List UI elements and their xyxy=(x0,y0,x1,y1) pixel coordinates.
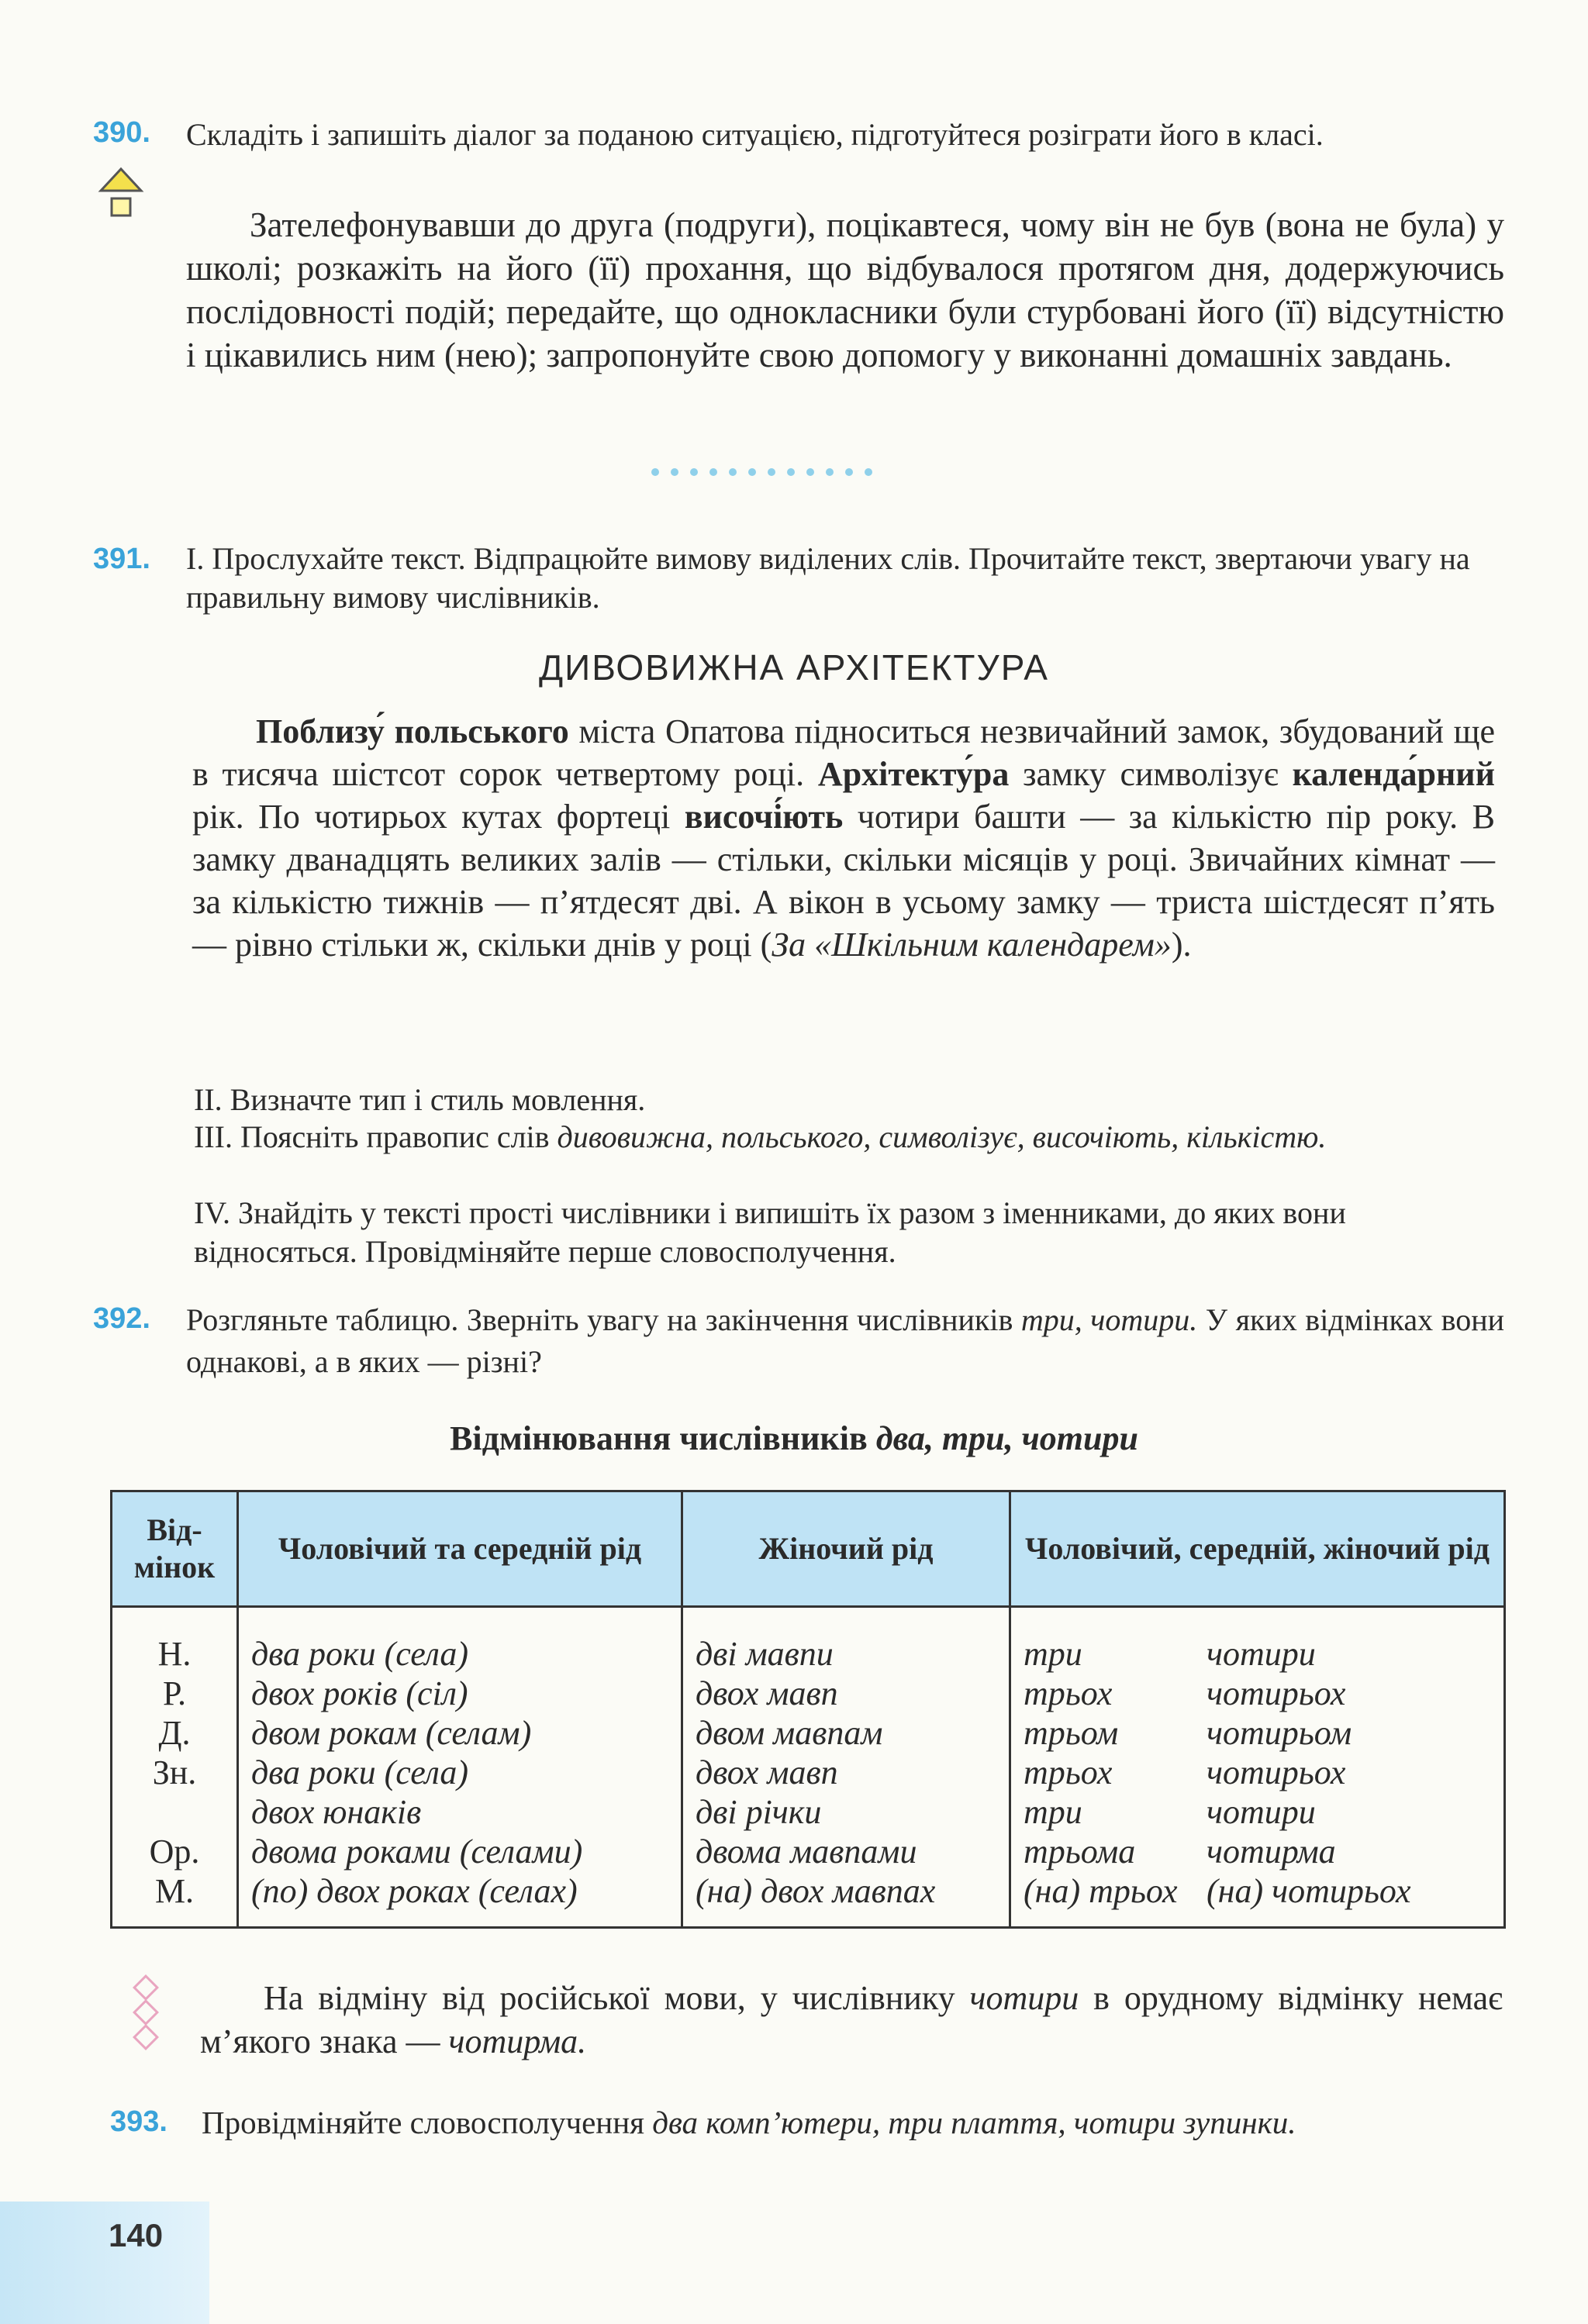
case-label: М. xyxy=(154,1872,195,1910)
italic-words: три, чотири. xyxy=(1020,1302,1198,1337)
italic-words: два комп’ютери, три плаття, чотири зупинки. xyxy=(652,2105,1296,2140)
exercise-text: Зателефонувавши до друга (подруги), поцікавтеся, чому він не був (вона не була) у школі; розкажіть на його (її) прохання, що відбувалося протягом дня, додержуючись послідовності подій; передайте, що однокласники були стурбовані його (її) відсутністю і цікавились ним (нею); запропонуйте свою допомогу у виконанні домашніх завдань. xyxy=(186,205,1504,374)
text-title: ДИВОВИЖНА АРХІТЕКТУРА xyxy=(539,647,1049,688)
table-cell xyxy=(1024,1634,1491,1674)
form-four: чотири xyxy=(1207,1793,1316,1831)
house-icon xyxy=(98,164,144,223)
subtask-3 xyxy=(194,1118,1504,1157)
exercise-task xyxy=(186,1299,1504,1383)
table-cell xyxy=(1024,1713,1491,1753)
table-cell: двох юнаків xyxy=(251,1793,422,1831)
exercise-number: 390. xyxy=(93,116,150,149)
exercise-task: Складіть і запишіть діалог за поданою ситуацією, підготуйтеся розіграти його в класі. xyxy=(186,117,1324,152)
case-label: Р. xyxy=(163,1674,186,1712)
masculine-column xyxy=(238,1607,682,1928)
form-three: три xyxy=(1024,1793,1082,1831)
case-label: Ор. xyxy=(149,1833,200,1871)
page-corner-band xyxy=(0,2202,209,2324)
exercise-number: 392. xyxy=(93,1302,150,1335)
text-span: У яких відмінках вони однакові, а в яких — різні? xyxy=(186,1302,1505,1379)
text-span: Провідміняйте словосполучення xyxy=(202,2105,653,2140)
table-cell: (по) двох роках (селах) xyxy=(251,1872,578,1910)
text-span: чотири башти — за кількістю пір року. В замку дванадцять великих залів — стільки, скільки місяців у році. Звичайних кімнат — за кількістю тижнів — п’ятдесят дві. А вікон в усьому замку — триста шістдесят п’ять — рівно стільки ж, скільки днів у році ( xyxy=(192,798,1495,964)
table-cell xyxy=(1024,1792,1491,1832)
form-four: чотири xyxy=(1207,1635,1316,1673)
table-cell: два роки (села) xyxy=(251,1635,469,1673)
case-label xyxy=(125,1792,224,1832)
note-icon xyxy=(136,1978,160,2046)
form-three: трьом xyxy=(1024,1714,1119,1752)
subtask-4: IV. Знайдіть у тексті прості числівники і випишіть їх разом з іменниками, до яких вони відносяться. Провідміняйте перше словосполучення. xyxy=(194,1195,1346,1269)
highlighted-word: календа́рний xyxy=(1292,755,1495,793)
table-cell: двом рокам (селам) xyxy=(251,1714,532,1752)
form-four: чотирьох xyxy=(1207,1674,1346,1712)
form-four: (на) чотирьох xyxy=(1207,1872,1411,1910)
table-cell: дві річки xyxy=(696,1793,822,1831)
italic-words: чотири xyxy=(969,1979,1079,2017)
table-cell: дві мавпи xyxy=(696,1635,834,1673)
text-span: Розгляньте таблицю. Зверніть увагу на закінчення числівників xyxy=(186,1302,1021,1337)
text-span: III. Поясніть правопис слів xyxy=(194,1119,558,1154)
table-cell xyxy=(1024,1753,1491,1792)
form-three: (на) трьох xyxy=(1024,1872,1178,1910)
table-cell: два роки (села) xyxy=(251,1753,469,1791)
table-cell xyxy=(1024,1674,1491,1713)
text-span: Відмінювання числівників xyxy=(450,1419,876,1457)
case-label: Зн. xyxy=(152,1753,197,1791)
table-cell: двох років (сіл) xyxy=(251,1674,468,1712)
exercise-task xyxy=(202,2102,1504,2143)
subtask-2: II. Визначте тип і стиль мовлення. xyxy=(194,1082,646,1117)
table-cell xyxy=(1024,1871,1491,1911)
text-span: На відміну від російської мови, у числівнику xyxy=(264,1979,970,2017)
table-cell: двох мавп xyxy=(696,1753,838,1791)
italic-words: два, три, чотири xyxy=(875,1419,1138,1457)
text-span: рік. По чотирьох кутах фортеці xyxy=(192,798,685,836)
header-case: Від-мінок xyxy=(112,1491,238,1607)
italic-words: дивовижна, польського, символізує, височіють, кількістю. xyxy=(557,1119,1327,1154)
source-citation: За «Шкільним календарем» xyxy=(772,926,1172,964)
feminine-column xyxy=(682,1607,1010,1928)
highlighted-word: Поблизу́ польського xyxy=(256,712,569,750)
exercise-number: 391. xyxy=(93,543,150,575)
italic-words: чотирма. xyxy=(448,2022,587,2060)
declension-table xyxy=(110,1490,1506,1929)
case-column xyxy=(112,1607,238,1928)
text-span: міста Опатова підноситься незвичайний замок, збудований ще в тисяча шістсот сорок четвертому році. xyxy=(192,712,1495,793)
header-masculine-neuter: Чоловічий та середній рід xyxy=(238,1491,682,1607)
text-span: замку символізує xyxy=(1009,755,1293,793)
form-three: трьох xyxy=(1024,1753,1113,1791)
form-four: чотирьом xyxy=(1207,1714,1352,1752)
text-span: ). xyxy=(1171,926,1192,964)
form-three: три xyxy=(1024,1635,1082,1673)
form-three: трьома xyxy=(1024,1833,1136,1871)
reading-text xyxy=(192,710,1495,966)
text-span: в орудному відмінку немає м’якого знака — xyxy=(200,1979,1503,2060)
case-label: Д. xyxy=(158,1714,191,1752)
exercise-number: 393. xyxy=(110,2105,167,2138)
exercise-task: І. Прослухайте текст. Відпрацюйте вимову виділених слів. Прочитайте текст, звертаючи увагу на правильну вимову числівників. xyxy=(186,541,1470,615)
form-four: чотирьох xyxy=(1207,1753,1346,1791)
table-cell: (на) двох мавпах xyxy=(696,1872,936,1910)
case-label: Н. xyxy=(157,1635,192,1673)
highlighted-word: височі́ють xyxy=(684,798,844,836)
table-cell: двом мавпам xyxy=(696,1714,883,1752)
table-cell xyxy=(1024,1832,1491,1871)
section-divider xyxy=(651,468,872,476)
header-all-genders: Чоловічий, середній, жіночий рід xyxy=(1010,1491,1505,1607)
form-three: трьох xyxy=(1024,1674,1113,1712)
grammar-note xyxy=(200,1977,1503,2064)
table-cell: двох мавп xyxy=(696,1674,838,1712)
table-caption xyxy=(0,1419,1588,1458)
header-feminine: Жіночий рід xyxy=(682,1491,1010,1607)
page-number: 140 xyxy=(109,2217,164,2253)
all-genders-column xyxy=(1010,1607,1505,1928)
highlighted-word: Архітекту́ра xyxy=(817,755,1010,793)
table-cell: двома мавпами xyxy=(696,1833,917,1871)
form-four: чотирма xyxy=(1207,1833,1336,1871)
table-cell: двома роками (селами) xyxy=(251,1833,583,1871)
